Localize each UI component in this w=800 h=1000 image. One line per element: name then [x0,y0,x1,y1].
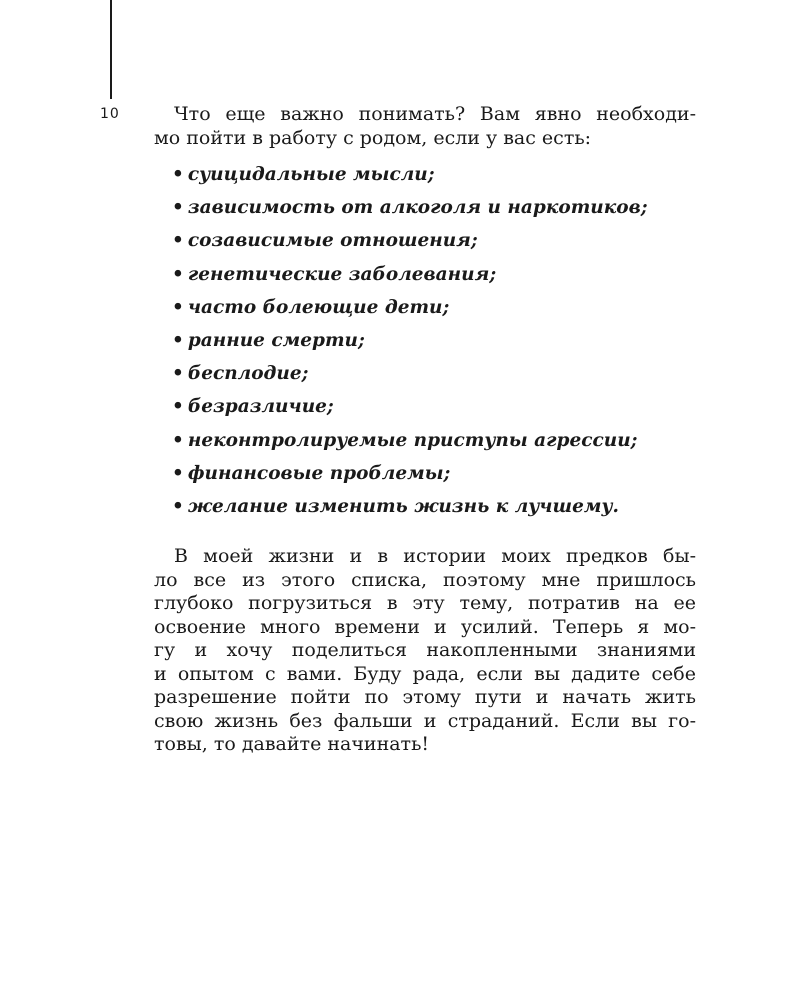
bullet-list [172,163,648,528]
closing-line: В моей жизни и в истории моих предков бы- [174,545,696,567]
bullet-marker: • [172,363,184,385]
closing-line: товы, то давайте начинать! [154,733,430,755]
list-item-text: неконтролируемые приступы агрессии; [187,429,638,451]
list-item [172,362,648,395]
list-item-text: безразличие; [187,396,334,418]
list-item-text: генетические заболевания; [187,263,497,285]
closing-line: разрешение пойти по этому пути и начать жить [154,686,696,708]
list-item-text: часто болеющие дети; [187,296,450,318]
bullet-marker: • [172,429,184,451]
bullet-marker: • [172,230,184,252]
list-item-text: зависимость от алкоголя и наркотиков; [187,197,648,219]
bullet-marker: • [172,462,184,484]
bullet-marker: • [172,396,184,418]
intro-line: Что еще важно понимать? Вам явно необходи- [174,103,696,125]
list-item-text: ранние смерти; [187,329,365,351]
list-item [172,495,648,528]
bullet-marker: • [172,329,184,351]
closing-paragraph [154,545,696,757]
list-item-text: финансовые проблемы; [187,462,451,484]
bullet-marker: • [172,197,184,219]
closing-line: ло все из этого списка, поэтому мне пришлось [154,568,696,591]
list-item-text: созависимые отношения; [187,230,478,252]
list-item-text: суицидальные мысли; [187,164,435,185]
closing-line: гу и хочу поделиться накопленными знаниями [154,639,696,661]
closing-line: освоение много времени и усилий. Теперь я мо- [154,615,696,638]
list-item [172,329,648,362]
closing-line: и опытом с вами. Буду рада, если вы дадите себе [154,662,696,685]
list-item [172,229,648,262]
margin-rule [110,0,112,99]
intro-line: мо пойти в работу с родом, если у вас есть: [154,126,592,149]
closing-line: глубоко погрузиться в эту тему, потратив на ее [154,592,696,614]
list-item [172,429,648,462]
bullet-marker: • [172,263,184,285]
closing-line: свою жизнь без фальши и страданий. Если вы го- [154,709,696,732]
bullet-marker: • [172,296,184,318]
list-item [172,263,648,296]
bullet-marker: • [172,164,184,185]
list-item-text: желание изменить жизнь к лучшему. [187,495,619,517]
list-item [172,163,648,196]
list-item [172,296,648,329]
page-number: 10 [100,106,120,122]
intro-paragraph [154,103,696,150]
list-item [172,462,648,495]
list-item [172,196,648,229]
list-item-text: бесплодие; [187,363,309,385]
list-item [172,395,648,428]
bullet-marker: • [172,495,184,517]
